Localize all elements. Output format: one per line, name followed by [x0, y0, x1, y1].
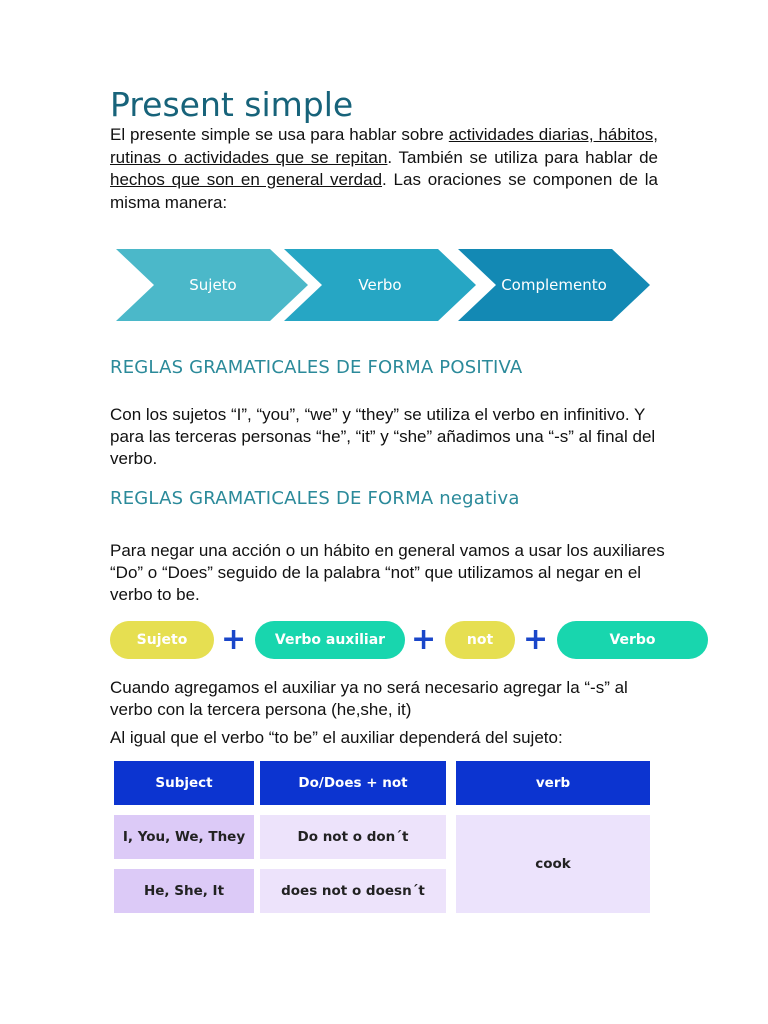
table-cell-verb: cook — [456, 815, 650, 913]
intro-paragraph — [110, 124, 658, 214]
table-cell-auxiliary: does not o doesn´t — [260, 869, 446, 913]
formula-pill-sujeto: Sujeto — [110, 621, 214, 659]
intro-text-2: . También se utiliza para hablar de — [387, 147, 658, 167]
formula-pill-not: not — [445, 621, 515, 659]
plus-icon: + — [221, 622, 247, 657]
formula-pill-verbo: Verbo — [557, 621, 708, 659]
intro-underlined-2: hechos que son en general verdad — [110, 170, 383, 189]
note-auxiliary-s: Cuando agregamos el auxiliar ya no será necesario agregar la “-s” al verbo con la tercera persona (he,she, it) — [110, 678, 628, 719]
heading-negative-rules: REGLAS GRAMATICALES DE FORMA negativa — [110, 488, 520, 509]
table-cell-subject: He, She, It — [114, 869, 254, 913]
negative-rules-text: Para negar una acción o un hábito en general vamos a usar los auxiliares “Do” o “Does” seguido de la palabra “not” que utilizamos al negar en el verbo to be. — [110, 541, 665, 604]
chevron-label-sujeto: Sujeto — [189, 276, 237, 294]
sentence-structure-diagram — [114, 248, 654, 324]
chevron-label-verbo: Verbo — [358, 276, 402, 294]
table-header-verb: verb — [456, 761, 650, 805]
note-auxiliary-subject: Al igual que el verbo “to be” el auxiliar dependerá del sujeto: — [110, 728, 563, 747]
chevron-label-complemento: Complemento — [501, 276, 607, 294]
table-cell-auxiliary: Do not o don´t — [260, 815, 446, 859]
page-title: Present simple — [110, 85, 354, 124]
positive-rules-text: Con los sujetos “I”, “you”, “we” y “they” se utiliza el verbo en infinitivo. Y para las terceras personas “he”, “it” y “she” añadimos una “-s” al final del verbo. — [110, 405, 656, 468]
intro-text-1: El presente simple se usa para hablar sobre — [110, 125, 449, 144]
heading-positive-rules: REGLAS GRAMATICALES DE FORMA POSITIVA — [110, 357, 523, 378]
table-header-auxiliary: Do/Does + not — [260, 761, 446, 805]
plus-icon: + — [523, 622, 549, 657]
intro-text-3: . Las oraciones se componen de la misma manera: — [110, 170, 658, 212]
table-header-subject: Subject — [114, 761, 254, 805]
table-cell-subject: I, You, We, They — [114, 815, 254, 859]
plus-icon: + — [411, 622, 437, 657]
formula-pill-verbo-auxiliar: Verbo auxiliar — [255, 621, 405, 659]
intro-underlined-1: actividades diarias, hábitos, rutinas o actividades que se repitan — [110, 125, 658, 167]
